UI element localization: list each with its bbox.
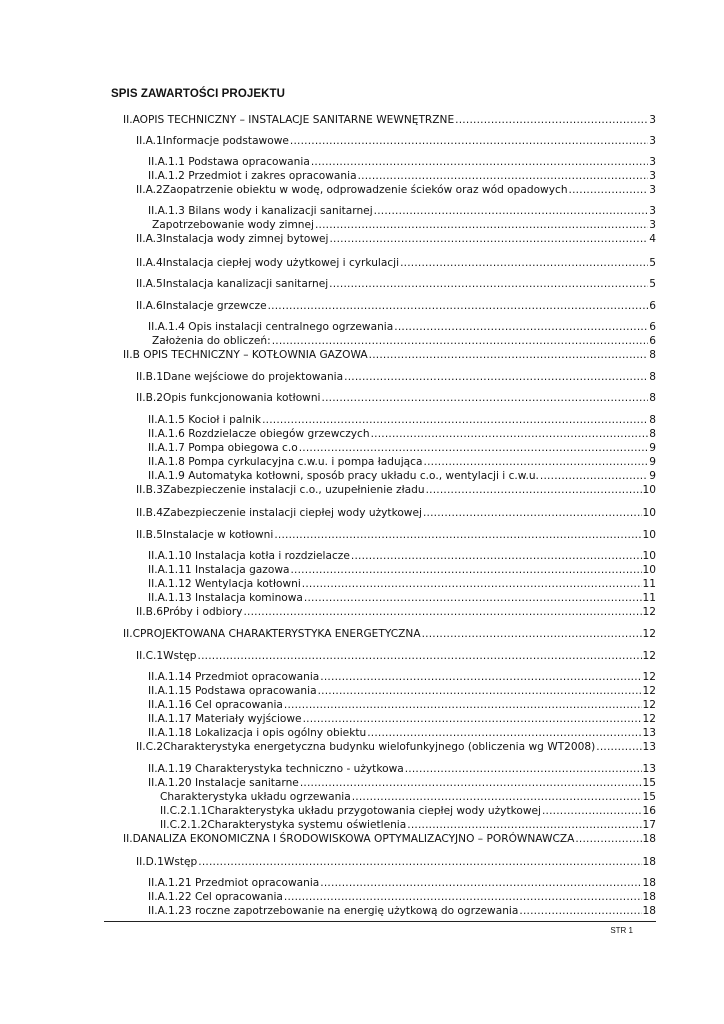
toc-entry-title: Charakterystyka układu ogrzewania [160, 791, 351, 803]
toc-dot-leader [405, 762, 642, 776]
toc-entry[interactable] [136, 256, 656, 270]
toc-dot-leader [303, 712, 642, 726]
toc-dot-leader [320, 670, 641, 684]
toc-dot-leader [352, 790, 642, 804]
toc-entry-title: II.CPROJEKTOWANA CHARAKTERYSTYKA ENERGETYCZNA [123, 628, 421, 640]
toc-entry-page: 10 [642, 564, 656, 576]
toc-entry[interactable] [123, 113, 656, 127]
toc-dot-leader [519, 904, 641, 918]
toc-entry[interactable] [148, 413, 656, 427]
toc-dot-leader [315, 218, 648, 232]
toc-entry-page: 3 [649, 170, 656, 182]
toc-entry-page: 8 [649, 371, 656, 383]
toc-entry[interactable] [136, 391, 656, 405]
toc-entry-title: II.A.1.20 Instalacje sanitarne [148, 777, 299, 789]
toc-entry-page: 17 [642, 819, 656, 831]
toc-entry-page: 3 [649, 135, 656, 147]
toc-entry-title: II.A.1.6 Rozdzielacze obiegów grzewczych [148, 428, 370, 440]
toc-entry[interactable] [123, 627, 656, 641]
toc-dot-leader [198, 649, 642, 663]
toc-entry-title: II.C.2.1.2Charakterystyka systemu oświetlenia [160, 819, 407, 831]
toc-dot-leader [318, 684, 642, 698]
toc-entry-page: 18 [642, 891, 656, 903]
toc-entry[interactable] [148, 684, 656, 698]
toc-entry-page: 9 [649, 442, 656, 454]
toc-dot-leader [367, 726, 641, 740]
toc-entry[interactable] [148, 876, 656, 890]
toc-dot-leader [455, 113, 648, 127]
toc-entry-page: 12 [642, 650, 656, 662]
toc-entry[interactable] [148, 577, 656, 591]
toc-entry-page: 4 [649, 233, 656, 245]
toc-entry-page: 10 [642, 550, 656, 562]
toc-entry[interactable] [136, 605, 656, 619]
toc-entry-page: 18 [642, 856, 656, 868]
toc-entry-title: II.A.3Instalacja wody zimnej bytowej [136, 233, 329, 245]
toc-entry-page: 10 [642, 507, 656, 519]
toc-dot-leader [284, 890, 642, 904]
toc-entry-title: II.A.1.11 Instalacja gazowa [148, 564, 290, 576]
toc-dot-leader [322, 391, 649, 405]
toc-entry-title: II.C.1Wstęp [136, 650, 197, 662]
toc-entry[interactable] [148, 469, 656, 483]
toc-entry-page: 13 [642, 763, 656, 775]
toc-entry-page: 18 [642, 905, 656, 917]
toc-entry[interactable] [152, 334, 656, 348]
toc-dot-leader [351, 549, 642, 563]
toc-entry[interactable] [148, 427, 656, 441]
toc-dot-leader [374, 204, 649, 218]
toc-entry[interactable] [148, 320, 656, 334]
toc-entry[interactable] [136, 232, 656, 246]
toc-entry[interactable] [148, 441, 656, 455]
toc-entry-title: II.A.1.23 roczne zapotrzebowanie na energię użytkową do ogrzewania [148, 905, 519, 917]
toc-entry[interactable] [148, 455, 656, 469]
toc-entry-page: 18 [642, 877, 656, 889]
toc-entry-page: 5 [649, 278, 656, 290]
toc-entry-title: II.A.1.18 Lokalizacja i opis ogólny obiektu [148, 727, 367, 739]
toc-entry[interactable] [136, 370, 656, 384]
toc-entry-page: 18 [642, 833, 656, 845]
toc-dot-leader [424, 455, 649, 469]
toc-entry-page: 12 [642, 713, 656, 725]
toc-entry-title: II.A.1.1 Podstawa opracowania [148, 156, 310, 168]
toc-entry-title: II.A.1.16 Cel opracowania [148, 699, 283, 711]
toc-dot-leader [423, 506, 642, 520]
toc-entry-page: 6 [649, 335, 656, 347]
toc-entry-page: 6 [649, 321, 656, 333]
toc-dot-leader [569, 183, 649, 197]
toc-entry-title: II.B.5Instalacje w kotłowni [136, 529, 274, 541]
toc-entry-page: 8 [649, 428, 656, 440]
toc-entry-title: Zapotrzebowanie wody zimnej [152, 219, 314, 231]
toc-entry[interactable] [148, 776, 656, 790]
toc-entry[interactable] [136, 277, 656, 291]
toc-entry-page: 12 [642, 699, 656, 711]
toc-entry-page: 12 [642, 685, 656, 697]
toc-entry-page: 16 [642, 805, 656, 817]
toc-entry-title: II.A.1.19 Charakterystyka techniczno - użytkowa [148, 763, 404, 775]
toc-entry-title: II.AOPIS TECHNICZNY – INSTALACJE SANITARNE WEWNĘTRZNE [123, 114, 455, 126]
toc-entry-page: 13 [642, 727, 656, 739]
toc-entry-page: 5 [649, 257, 656, 269]
toc-dot-leader [198, 855, 641, 869]
toc-dot-leader [299, 441, 649, 455]
toc-entry-page: 13 [642, 741, 656, 753]
toc-entry-title: II.A.1.5 Kocioł i palnik [148, 414, 262, 426]
toc-entry[interactable] [148, 155, 656, 169]
toc-entry[interactable] [136, 855, 656, 869]
toc-entry-title: II.A.1.17 Materiały wyjściowe [148, 713, 302, 725]
toc-entry[interactable] [136, 299, 656, 313]
toc-entry-title: II.C.2Charakterystyka energetyczna budynku wielofunkyjnego (obliczenia wg WT2008) [136, 741, 596, 753]
toc-entry-page: 8 [649, 392, 656, 404]
toc-entry[interactable] [152, 218, 656, 232]
toc-entry-title: II.DANALIZA EKONOMICZNA I ŚRODOWISKOWA OPTYMALIZACYJNO – PORÓWNAWCZA [123, 833, 575, 845]
toc-entry-page: 3 [649, 205, 656, 217]
toc-entry-title: II.A.6Instalacje grzewcze [136, 300, 267, 312]
toc-dot-leader [542, 804, 642, 818]
toc-entry[interactable] [148, 712, 656, 726]
toc-entry-page: 12 [642, 671, 656, 683]
toc-entry[interactable] [148, 169, 656, 183]
toc-entry-page: 3 [649, 114, 656, 126]
toc-dot-leader [290, 563, 641, 577]
toc-entry[interactable] [136, 506, 656, 520]
toc-entry-title: II.A.1.15 Podstawa opracowania [148, 685, 317, 697]
toc-entry-title: II.A.1.8 Pompa cyrkulacyjna c.w.u. i pompa ładująca [148, 456, 423, 468]
toc-entry-title: II.A.1.10 Instalacja kotła i rozdzielacze [148, 550, 350, 562]
toc-entry-title: II.B.6Próby i odbiory [136, 606, 243, 618]
toc-entry-title: II.A.5Instalacja kanalizacji sanitarnej [136, 278, 329, 290]
toc-entry-title: Założenia do obliczeń: [152, 335, 271, 347]
toc-entry-page: 10 [642, 484, 656, 496]
toc-dot-leader [426, 483, 642, 497]
toc-dot-leader [369, 348, 649, 362]
toc-entry-page: 11 [642, 592, 656, 604]
toc-entry-title: II.A.1.14 Przedmiot opracowania [148, 671, 320, 683]
toc-entry[interactable] [148, 563, 656, 577]
toc-dot-leader [274, 528, 641, 542]
toc-entry[interactable] [148, 549, 656, 563]
toc-entry-title: II.B.3Zabezpieczenie instalacji c.o., uzupełnienie zładu [136, 484, 425, 496]
toc-entry-page: 8 [649, 414, 656, 426]
toc-entry-title: II.A.1.3 Bilans wody i kanalizacji sanitarnej [148, 205, 373, 217]
toc-dot-leader [344, 370, 648, 384]
toc-dot-leader [311, 155, 648, 169]
toc-entry-page: 8 [649, 349, 656, 361]
toc-dot-leader [575, 832, 641, 846]
toc-entry[interactable] [160, 790, 656, 804]
toc-entry[interactable] [160, 804, 656, 818]
toc-entry-page: 3 [649, 156, 656, 168]
toc-entry-page: 3 [649, 219, 656, 231]
toc-entry-title: II.B OPIS TECHNICZNY – KOTŁOWNIA GAZOWA [123, 349, 368, 361]
toc-entry-page: 15 [642, 791, 656, 803]
toc-dot-leader [268, 299, 649, 313]
toc-entry[interactable] [148, 904, 656, 918]
toc-entry[interactable] [148, 698, 656, 712]
toc-entry-title: II.A.1.7 Pompa obiegowa c.o [148, 442, 298, 454]
toc-entry-title: II.A.1.13 Instalacja kominowa [148, 592, 303, 604]
toc-dot-leader [358, 169, 649, 183]
toc-entry-title: II.A.1.21 Przedmiot opracowania [148, 877, 320, 889]
toc-dot-leader [302, 577, 642, 591]
toc-entry-page: 9 [649, 470, 656, 482]
page-number-footer: STR 1 [610, 926, 633, 935]
toc-entry[interactable] [148, 762, 656, 776]
toc-dot-leader [320, 876, 641, 890]
toc-entry-title: II.B.4Zabezpieczenie instalacji ciepłej wody użytkowej [136, 507, 422, 519]
toc-entry-page: 10 [642, 529, 656, 541]
toc-entry-title: II.A.1.4 Opis instalacji centralnego ogrzewania [148, 321, 394, 333]
toc-entry-title: II.B.1Dane wejściowe do projektowania [136, 371, 344, 383]
toc-entry[interactable] [160, 818, 656, 832]
toc-entry-page: 15 [642, 777, 656, 789]
toc-entry-title: II.A.1.22 Cel opracowania [148, 891, 283, 903]
toc-dot-leader [262, 413, 648, 427]
toc-dot-leader [243, 605, 641, 619]
toc-entry-page: 6 [649, 300, 656, 312]
toc-entry-title: II.A.1.12 Wentylacja kotłowni [148, 578, 301, 590]
toc-entry-page: 9 [649, 456, 656, 468]
toc-dot-leader [329, 277, 648, 291]
toc-entry[interactable] [136, 183, 656, 197]
toc-entry[interactable] [148, 890, 656, 904]
toc-entry-title: II.A.2Zaopatrzenie obiektu w wodę, odprowadzenie ścieków oraz wód opadowych [136, 184, 568, 196]
toc-entry-title: II.B.2Opis funkcjonowania kotłowni [136, 392, 321, 404]
toc-dot-leader [540, 469, 648, 483]
toc-entry[interactable] [136, 483, 656, 497]
toc-entry-title: II.A.4Instalacja ciepłej wody użytkowej i cyrkulacji [136, 257, 400, 269]
toc-dot-leader [304, 591, 642, 605]
toc-entry-page: 12 [642, 628, 656, 640]
toc-entry[interactable] [148, 591, 656, 605]
toc-entry-title: II.A.1Informacje podstawowe [136, 135, 289, 147]
toc-entry[interactable] [123, 832, 656, 846]
toc-entry[interactable] [148, 670, 656, 684]
toc-dot-leader [394, 320, 648, 334]
toc-dot-leader [407, 818, 641, 832]
toc-entry-title: II.C.2.1.1Charakterystyka układu przygotowania ciepłej wody użytkowej [160, 805, 541, 817]
footer-rule [104, 921, 656, 922]
toc-title: SPIS ZAWARTOŚCI PROJEKTU [111, 88, 286, 100]
toc-entry-page: 11 [642, 578, 656, 590]
toc-dot-leader [422, 627, 642, 641]
toc-dot-leader [272, 334, 649, 348]
toc-entry[interactable] [136, 134, 656, 148]
toc-entry-title: II.A.1.9 Automatyka kotłowni, sposób pracy układu c.o., wentylacji i c.w.u. [148, 470, 539, 482]
toc-dot-leader [371, 427, 649, 441]
toc-dot-leader [290, 134, 648, 148]
toc-entry[interactable] [136, 528, 656, 542]
toc-dot-leader [329, 232, 648, 246]
toc-entry-title: II.D.1Wstęp [136, 856, 198, 868]
toc-entry-page: 12 [642, 606, 656, 618]
toc-entry-page: 3 [649, 184, 656, 196]
toc-entry[interactable] [148, 726, 656, 740]
toc-dot-leader [300, 776, 642, 790]
toc-entry[interactable] [136, 649, 656, 663]
toc-entry[interactable] [148, 204, 656, 218]
toc-dot-leader [596, 740, 641, 754]
toc-entry-title: II.A.1.2 Przedmiot i zakres opracowania [148, 170, 357, 182]
toc-entry[interactable] [123, 348, 656, 362]
toc-dot-leader [284, 698, 642, 712]
toc-dot-leader [400, 256, 648, 270]
toc-entry[interactable] [136, 740, 656, 754]
